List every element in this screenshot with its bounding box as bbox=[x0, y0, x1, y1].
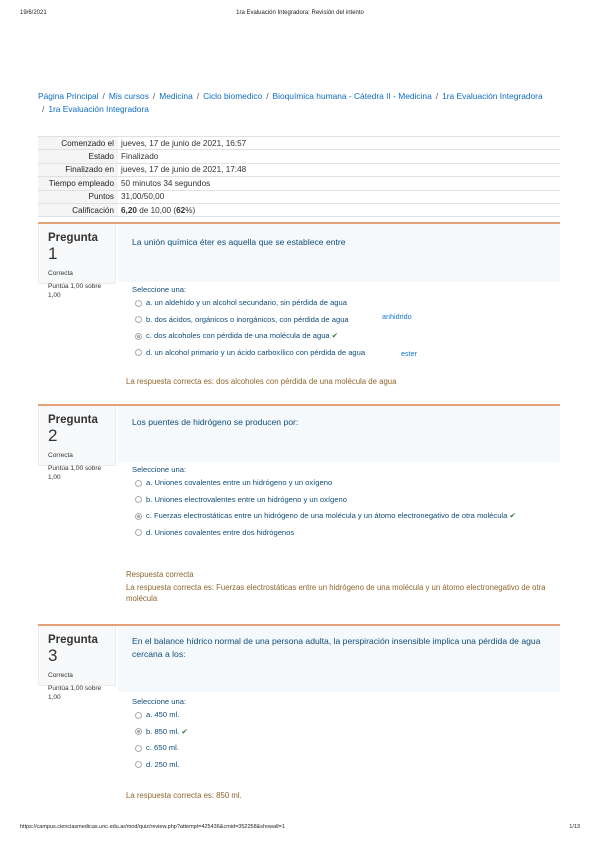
question-state: Correcta bbox=[48, 270, 73, 277]
breadcrumb-separator: / bbox=[266, 91, 269, 101]
breadcrumb-separator: / bbox=[42, 103, 45, 114]
summary-row bbox=[38, 137, 560, 150]
question-grade: Puntúa 1,00 sobre 1,00 bbox=[48, 685, 102, 701]
question-num: 3 bbox=[48, 646, 58, 665]
breadcrumb-separator: / bbox=[196, 91, 200, 101]
breadcrumb-quiz[interactable]: 1ra Evaluación Integradora bbox=[48, 103, 149, 114]
question-3 bbox=[38, 624, 560, 808]
answer-option[interactable] bbox=[132, 760, 550, 771]
breadcrumb-separator: / bbox=[102, 91, 105, 101]
summary-label: Estado bbox=[38, 150, 118, 163]
print-title: 1ra Evaluación Integradora: Revisión del intento bbox=[236, 10, 364, 16]
question-info bbox=[38, 626, 116, 701]
summary-label: Comenzado el bbox=[38, 137, 118, 150]
question-text: Los puentes de hidrógeno se producen por: bbox=[118, 406, 560, 462]
print-header bbox=[20, 10, 580, 20]
option-text: d. 250 ml. bbox=[146, 759, 180, 769]
grade-percent: 62 bbox=[176, 205, 186, 215]
breadcrumb-course[interactable]: Bioquímica humana - Cátedra II - Medicina bbox=[272, 91, 432, 101]
radio-button[interactable] bbox=[135, 480, 142, 487]
radio-button[interactable] bbox=[135, 300, 142, 307]
summary-label: Tiempo empleado bbox=[38, 177, 118, 190]
answer-block bbox=[118, 697, 560, 770]
answer-option[interactable] bbox=[132, 298, 550, 309]
option-text: a. un aldehído y un alcohol secundario, sin pérdida de agua bbox=[146, 298, 347, 307]
select-prompt: Seleccione una: bbox=[132, 285, 187, 294]
question-info bbox=[38, 224, 116, 299]
summary-row bbox=[38, 150, 560, 163]
question-feedback bbox=[118, 569, 560, 604]
breadcrumb-section[interactable]: 1ra Evaluación Integradora bbox=[442, 91, 543, 101]
answer-option[interactable] bbox=[132, 315, 550, 326]
correct-check-icon: ✔ bbox=[331, 331, 339, 340]
question-number bbox=[48, 232, 109, 264]
question-number bbox=[48, 414, 109, 446]
option-text: b. dos ácidos, orgánicos o inorgánicos, con pérdida de agua bbox=[146, 314, 349, 324]
question-text: En el balance hídrico normal de una persona adulta, la perspiración insensible implica una pérdida de agua cercana a los: bbox=[118, 626, 560, 692]
answer-option[interactable] bbox=[132, 727, 550, 738]
grade-close: %) bbox=[185, 205, 196, 215]
breadcrumb-medicina[interactable]: Medicina bbox=[159, 91, 193, 101]
answer-option[interactable] bbox=[132, 511, 550, 522]
summary-value: jueves, 17 de junio de 2021, 16:57 bbox=[121, 138, 247, 148]
question-prefix: Pregunta bbox=[48, 414, 98, 426]
summary-label: Calificación bbox=[38, 203, 118, 216]
breadcrumb bbox=[38, 90, 568, 115]
print-url: https://campus.cienciasmedicas.unc.edu.ar/mod/quiz/review.php?attempt=425436&cmid=352258&showall=1 bbox=[20, 824, 285, 830]
question-1 bbox=[38, 222, 560, 402]
answer-option[interactable] bbox=[132, 478, 550, 489]
breadcrumb-home[interactable]: Página Principal bbox=[38, 91, 99, 101]
grade-value bbox=[118, 203, 560, 216]
option-text: a. Uniones covalentes entre un hidrógeno y un oxígeno bbox=[146, 478, 333, 487]
option-text: b. 850 ml. bbox=[146, 726, 180, 736]
question-feedback bbox=[118, 790, 560, 801]
question-content bbox=[118, 626, 560, 770]
option-text: c. 650 ml. bbox=[146, 743, 179, 752]
question-prefix: Pregunta bbox=[48, 634, 98, 646]
answer-option[interactable] bbox=[132, 331, 550, 342]
answer-option[interactable] bbox=[132, 348, 550, 359]
radio-button[interactable] bbox=[135, 349, 142, 356]
answer-option[interactable] bbox=[132, 495, 550, 506]
question-content bbox=[118, 406, 560, 538]
grade-score: 6,20 bbox=[121, 205, 137, 215]
breadcrumb-my-courses[interactable]: Mis cursos bbox=[108, 91, 149, 101]
summary-row bbox=[38, 163, 560, 176]
radio-button[interactable] bbox=[135, 745, 142, 752]
question-number bbox=[48, 634, 109, 666]
radio-button[interactable] bbox=[135, 712, 142, 719]
answer-option[interactable] bbox=[132, 710, 550, 721]
question-num: 2 bbox=[48, 426, 58, 445]
option-text: d. Uniones covalentes entre dos hidrógenos bbox=[146, 527, 295, 537]
correct-answer-text: La respuesta correcta es: Fuerzas electrostáticas entre un hidrógeno de una molécula y un átomo electronegativo de otra molécula bbox=[126, 583, 546, 603]
correct-answer-text: La respuesta correcta es: 850 ml. bbox=[126, 791, 242, 800]
summary-value: 31,00/50,00 bbox=[121, 192, 165, 202]
correct-check-icon: ✔ bbox=[509, 511, 516, 520]
summary-value: jueves, 17 de junio de 2021, 17:48 bbox=[121, 165, 247, 175]
radio-button[interactable] bbox=[135, 529, 142, 536]
summary-value: Finalizado bbox=[121, 152, 159, 162]
answer-block bbox=[118, 285, 560, 358]
option-text: a. 450 ml. bbox=[146, 710, 180, 719]
attempt-summary-table bbox=[38, 136, 560, 217]
breadcrumb-separator: / bbox=[152, 91, 156, 101]
radio-button-selected[interactable] bbox=[135, 333, 142, 340]
select-prompt: Seleccione una: bbox=[132, 465, 187, 474]
summary-label: Puntos bbox=[38, 190, 118, 203]
feedback-label: Respuesta correcta bbox=[126, 570, 194, 579]
question-prefix: Pregunta bbox=[48, 232, 98, 244]
breadcrumb-ciclo[interactable]: Ciclo biomedico bbox=[203, 91, 263, 101]
radio-button[interactable] bbox=[135, 761, 142, 768]
option-text: c. dos alcoholes con pérdida de una molécula de agua bbox=[146, 331, 330, 340]
option-text: d. un alcohol primario y un ácido carboxílico con pérdida de agua bbox=[146, 347, 366, 357]
summary-row bbox=[38, 177, 560, 190]
print-date: 19/6/2021 bbox=[20, 10, 47, 16]
question-text: La unión química éter es aquella que se establece entre bbox=[118, 224, 560, 282]
question-feedback bbox=[118, 376, 560, 387]
summary-row bbox=[38, 190, 560, 203]
radio-button-selected[interactable] bbox=[135, 513, 142, 520]
answer-block bbox=[118, 465, 560, 538]
question-content bbox=[118, 224, 560, 358]
question-info bbox=[38, 406, 116, 481]
grade-rest: de 10,00 ( bbox=[136, 205, 177, 215]
question-state: Correcta bbox=[48, 452, 73, 459]
select-prompt: Seleccione una: bbox=[132, 697, 187, 706]
question-2 bbox=[38, 404, 560, 622]
radio-button-selected[interactable] bbox=[135, 728, 142, 735]
breadcrumb-separator: / bbox=[435, 91, 439, 101]
question-state: Correcta bbox=[48, 672, 73, 679]
question-grade: Puntúa 1,00 sobre 1,00 bbox=[48, 465, 102, 481]
radio-button[interactable] bbox=[135, 496, 142, 503]
answer-option[interactable] bbox=[132, 528, 550, 539]
summary-row bbox=[38, 203, 560, 216]
answer-option[interactable] bbox=[132, 743, 550, 754]
correct-check-icon: ✔ bbox=[181, 726, 188, 736]
option-text: b. Uniones electrovalentes entre un hidrógeno y un oxígeno bbox=[146, 494, 347, 504]
summary-value: 50 minutos 34 segundos bbox=[121, 178, 211, 188]
handwritten-note: ester bbox=[401, 349, 417, 358]
question-grade: Puntúa 1,00 sobre 1,00 bbox=[48, 283, 102, 299]
radio-button[interactable] bbox=[135, 316, 142, 323]
summary-label: Finalizado en bbox=[38, 163, 118, 176]
correct-answer-text: La respuesta correcta es: dos alcoholes con pérdida de una molécula de agua bbox=[126, 377, 397, 386]
print-footer bbox=[20, 824, 580, 834]
question-num: 1 bbox=[48, 244, 58, 263]
option-text: c. Fuerzas electrostáticas entre un hidrógeno de una molécula y un átomo electronegativo de otra molécula bbox=[146, 511, 508, 520]
print-page-number: 1/13 bbox=[569, 824, 580, 830]
handwritten-note: anhidrido bbox=[382, 312, 412, 321]
